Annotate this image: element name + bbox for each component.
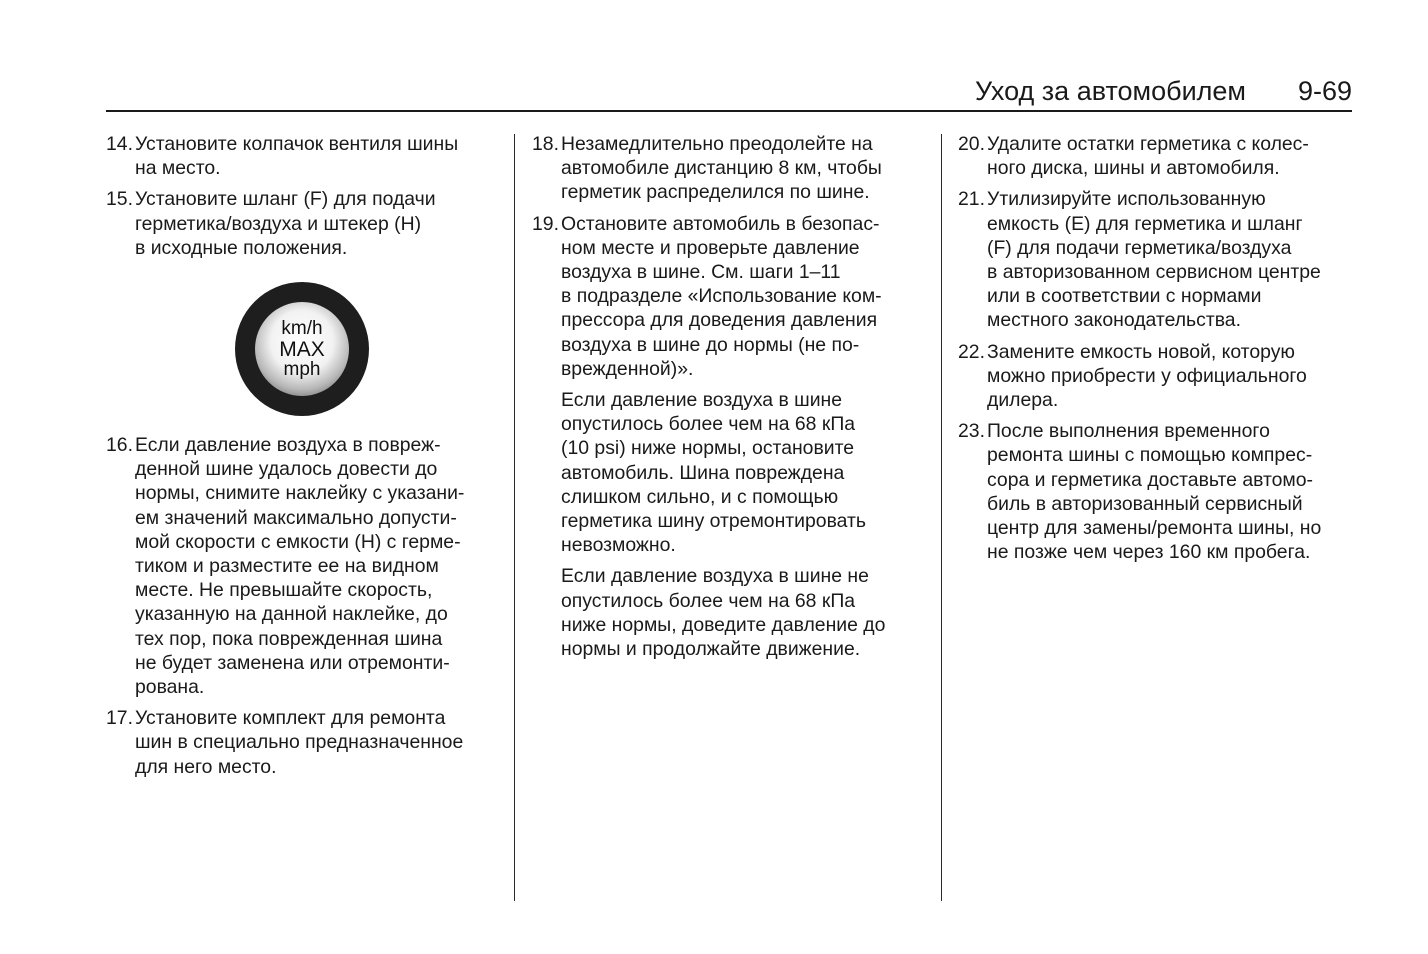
text-line: тех пор, пока поврежденная шина <box>135 627 443 650</box>
step-text <box>561 132 924 205</box>
column-divider-1 <box>514 134 515 901</box>
text-line: не будет заменена или отремонти- <box>135 651 450 674</box>
note-paragraph-2 <box>561 564 924 661</box>
step-16 <box>106 433 506 699</box>
text-line: автомобиле дистанцию 8 км, чтобы <box>561 157 882 180</box>
text-line: мой скорости с емкости (H) с герме- <box>135 530 461 553</box>
text-line: емкость (E) для герметика и шланг <box>987 212 1303 235</box>
step-15 <box>106 187 506 260</box>
text-line: ном месте и проверьте давление <box>561 236 860 259</box>
step-number: 16. <box>106 434 133 457</box>
step-19 <box>532 212 924 381</box>
text-line: автомобиль. Шина повреждена <box>561 461 845 484</box>
step-text <box>135 433 506 699</box>
text-line: прессора для доведения давления <box>561 309 878 332</box>
text-line: месте. Не превышайте скорость, <box>135 579 433 602</box>
step-text <box>987 340 1354 413</box>
step-number: 18. <box>532 133 559 155</box>
text-line: можно приобрести у официального <box>987 364 1307 387</box>
step-18 <box>532 132 924 205</box>
page-header <box>106 74 1352 112</box>
step-text <box>135 706 506 779</box>
text-line: слишком сильно, и с помощью <box>561 485 839 508</box>
step-number: 15. <box>106 188 133 211</box>
text-line: воздуха в шине. См. шаги 1–11 <box>561 261 841 284</box>
step-number: 22. <box>958 340 985 363</box>
text-line: биль в авторизованный сервисный <box>987 492 1303 515</box>
step-17 <box>106 706 506 779</box>
text-line: герметика/воздуха и штекер (H) <box>135 212 422 235</box>
header-rule <box>106 110 1352 112</box>
text-line: (F) для подачи герметика/воздуха <box>987 236 1292 259</box>
step-text <box>561 212 924 381</box>
note-paragraph-1 <box>561 388 924 557</box>
step-number: 14. <box>106 133 133 155</box>
step-20 <box>958 132 1354 180</box>
column-1 <box>106 132 506 786</box>
text-line: или в соответствии с нормами <box>987 285 1262 308</box>
step-22 <box>958 340 1354 413</box>
text-line: герметика шину отремонтировать <box>561 510 866 533</box>
max-label: MAX <box>279 338 325 362</box>
text-line: нормы, снимите наклейку с указани- <box>135 482 465 505</box>
text-line: ремонта шины с помощью компрес- <box>987 444 1313 467</box>
text-line: Если давление воздуха в шине не <box>561 565 869 588</box>
text-line: Установите колпачок вентиля шины <box>135 133 459 155</box>
text-line: невозможно. <box>561 534 676 557</box>
text-line: не позже чем через 160 км пробега. <box>987 541 1311 564</box>
page-number: 9-69 <box>1297 76 1352 106</box>
step-text <box>135 187 506 260</box>
column-divider-2 <box>941 134 942 901</box>
unit-kmh-label: km/h <box>281 318 323 340</box>
step-number: 20. <box>958 133 985 155</box>
step-text <box>987 419 1354 564</box>
text-line: шин в специально предназначенное <box>135 731 464 754</box>
step-23 <box>958 419 1354 564</box>
section-title: Уход за автомобилем <box>974 76 1246 106</box>
text-line: Установите комплект для ремонта <box>135 707 446 730</box>
text-line: воздуха в шине до нормы (не по- <box>561 333 860 356</box>
text-line: опустилось более чем на 68 кПа <box>561 589 856 612</box>
step-number: 21. <box>958 188 985 211</box>
step-text <box>987 132 1354 180</box>
text-line: рована. <box>135 676 205 699</box>
text-line: центр для замены/ремонта шины, но <box>987 517 1322 540</box>
text-line: в подразделе «Использование ком- <box>561 285 882 308</box>
text-line: ного диска, шины и автомобиля. <box>987 157 1280 180</box>
unit-mph-label: mph <box>283 359 321 381</box>
text-line: Удалите остатки герметика с колес- <box>987 133 1309 155</box>
text-line: Незамедлительно преодолейте на <box>561 133 873 155</box>
step-14 <box>106 132 506 180</box>
text-line: в исходные положения. <box>135 236 348 259</box>
text-line: дилера. <box>987 389 1059 412</box>
text-line: указанную на данной наклейке, до <box>135 603 448 626</box>
step-number: 23. <box>958 420 985 443</box>
text-line: денной шине удалось довести до <box>135 458 438 481</box>
step-number: 17. <box>106 707 133 730</box>
text-line: тиком и разместите ее на видном <box>135 555 439 578</box>
text-line: Замените емкость новой, которую <box>987 340 1295 363</box>
text-line: в авторизованном сервисном центре <box>987 261 1321 284</box>
column-2 <box>532 132 924 668</box>
text-line: герметик распределился по шине. <box>561 181 870 204</box>
text-line: Если давление воздуха в повреж- <box>135 434 441 457</box>
text-line: сора и герметика доставьте автомо- <box>987 468 1313 491</box>
step-text <box>135 132 506 180</box>
step-number: 19. <box>532 212 559 235</box>
text-line: для него место. <box>135 755 277 778</box>
text-line: местного законодательства. <box>987 309 1241 332</box>
text-line: нормы и продолжайте движение. <box>561 638 861 661</box>
column-3 <box>958 132 1354 571</box>
text-line: (10 psi) ниже нормы, остановите <box>561 437 855 460</box>
step-text <box>987 187 1354 332</box>
speed-limit-sticker-icon <box>234 281 370 417</box>
speed-limit-sticker <box>106 281 506 421</box>
text-line: на место. <box>135 157 221 180</box>
text-line: ниже нормы, доведите давление до <box>561 613 886 636</box>
text-line: опустилось более чем на 68 кПа <box>561 413 856 436</box>
text-line: Если давление воздуха в шине <box>561 389 843 412</box>
text-line: Остановите автомобиль в безопас- <box>561 212 880 235</box>
step-21 <box>958 187 1354 332</box>
text-line: врежденной)». <box>561 357 694 380</box>
text-line: ем значений максимально допусти- <box>135 506 457 529</box>
text-line: После выполнения временного <box>987 420 1270 443</box>
text-line: Утилизируйте использованную <box>987 188 1266 211</box>
text-line: Установите шланг (F) для подачи <box>135 188 436 211</box>
